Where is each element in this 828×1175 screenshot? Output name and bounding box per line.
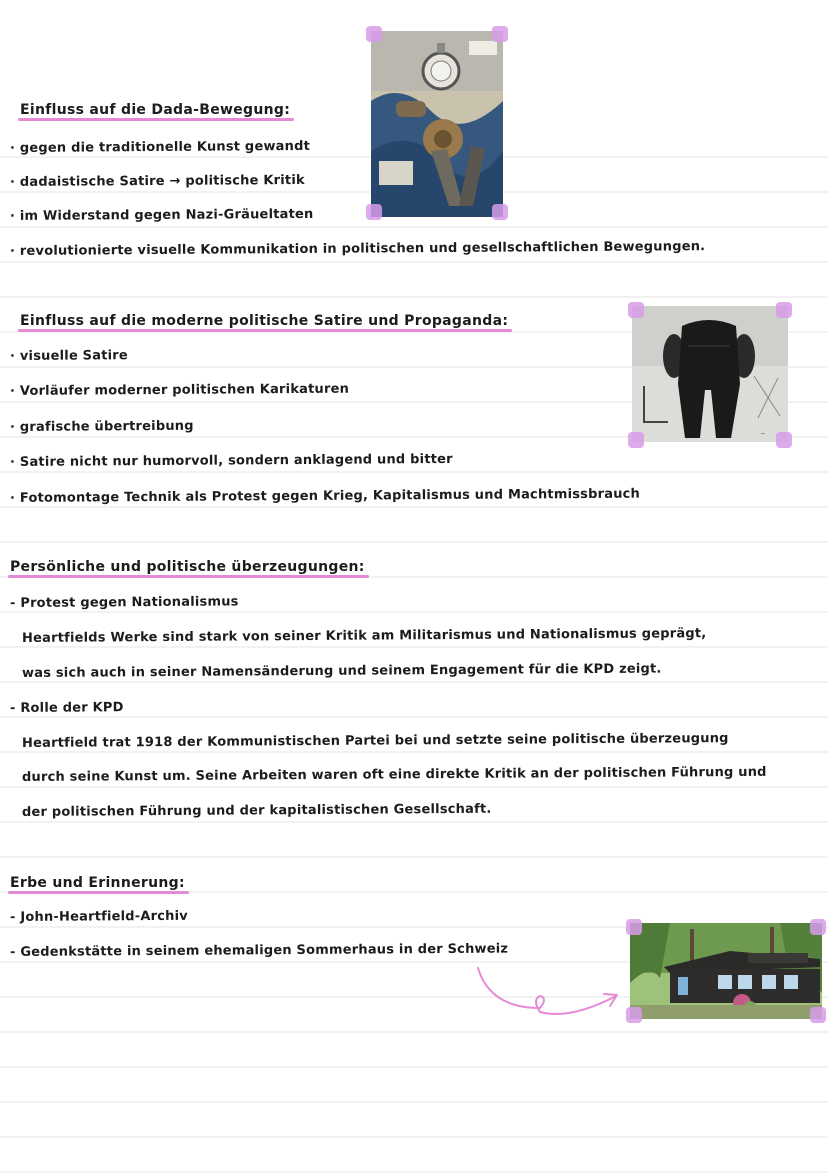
bullet-line: · grafische übertreibung bbox=[9, 418, 194, 435]
bullet-line: · dadaistische Satire → politische Kritik bbox=[9, 172, 305, 190]
dada-collage-image[interactable] bbox=[371, 31, 503, 217]
resize-handle[interactable] bbox=[366, 26, 382, 42]
paragraph-line: durch seine Kunst um. Seine Arbeiten waren oft eine direkte Kritik an der politischen Führung und bbox=[21, 764, 767, 785]
resize-handle[interactable] bbox=[776, 432, 792, 448]
resize-handle[interactable] bbox=[626, 919, 642, 935]
paragraph-line: was sich auch in seiner Namensänderung und seinem Engagement für die KPD zeigt. bbox=[21, 661, 662, 681]
resize-handle[interactable] bbox=[492, 204, 508, 220]
resize-handle[interactable] bbox=[776, 302, 792, 318]
bullet-line: - Protest gegen Nationalismus bbox=[9, 594, 239, 611]
bullet-line: · Fotomontage Technik als Protest gegen Krieg, Kapitalismus und Machtmissbrauch bbox=[9, 486, 641, 506]
bullet-line: · im Widerstand gegen Nazi-Gräueltaten bbox=[9, 206, 314, 224]
figure-photomontage-image[interactable] bbox=[632, 306, 788, 442]
heading-convictions: Persönliche und politische überzeugungen: bbox=[10, 559, 365, 575]
heading-dada-influence: Einfluss auf die Dada-Bewegung: bbox=[20, 102, 291, 118]
resize-handle[interactable] bbox=[492, 26, 508, 42]
paragraph-line: Heartfields Werke sind stark von seiner Kritik am Militarismus und Nationalismus geprägt, bbox=[21, 626, 707, 646]
resize-handle[interactable] bbox=[810, 1007, 826, 1023]
bullet-line: · gegen die traditionelle Kunst gewandt bbox=[9, 138, 311, 156]
resize-handle[interactable] bbox=[626, 1007, 642, 1023]
bullet-line: · revolutionierte visuelle Kommunikation in politischen und gesellschaftlichen Bewegungen. bbox=[9, 239, 706, 259]
summer-house-photo[interactable] bbox=[630, 923, 822, 1019]
paragraph-line: der politischen Führung und der kapitalistischen Gesellschaft. bbox=[21, 801, 492, 820]
arrow-doodle bbox=[470, 960, 630, 1030]
bullet-line: - Gedenkstätte in seinem ehemaligen Sommerhaus in der Schweiz bbox=[9, 941, 509, 960]
bullet-line: - Rolle der KPD bbox=[9, 700, 124, 716]
bullet-line: · Vorläufer moderner politischen Karikaturen bbox=[9, 381, 350, 399]
paragraph-line: Heartfield trat 1918 der Kommunistischen Partei bei und setzte seine politische überzeugung bbox=[21, 731, 729, 751]
resize-handle[interactable] bbox=[628, 302, 644, 318]
resize-handle[interactable] bbox=[366, 204, 382, 220]
heading-legacy: Erbe und Erinnerung: bbox=[10, 875, 185, 891]
bullet-line: - John-Heartfield-Archiv bbox=[9, 908, 189, 925]
resize-handle[interactable] bbox=[628, 432, 644, 448]
bullet-line: · Satire nicht nur humorvoll, sondern anklagend und bitter bbox=[9, 451, 453, 470]
resize-handle[interactable] bbox=[810, 919, 826, 935]
bullet-line: · visuelle Satire bbox=[9, 348, 128, 364]
heading-satire-propaganda: Einfluss auf die moderne politische Satire und Propaganda: bbox=[20, 313, 509, 329]
svg-text:~: ~ bbox=[760, 430, 766, 438]
